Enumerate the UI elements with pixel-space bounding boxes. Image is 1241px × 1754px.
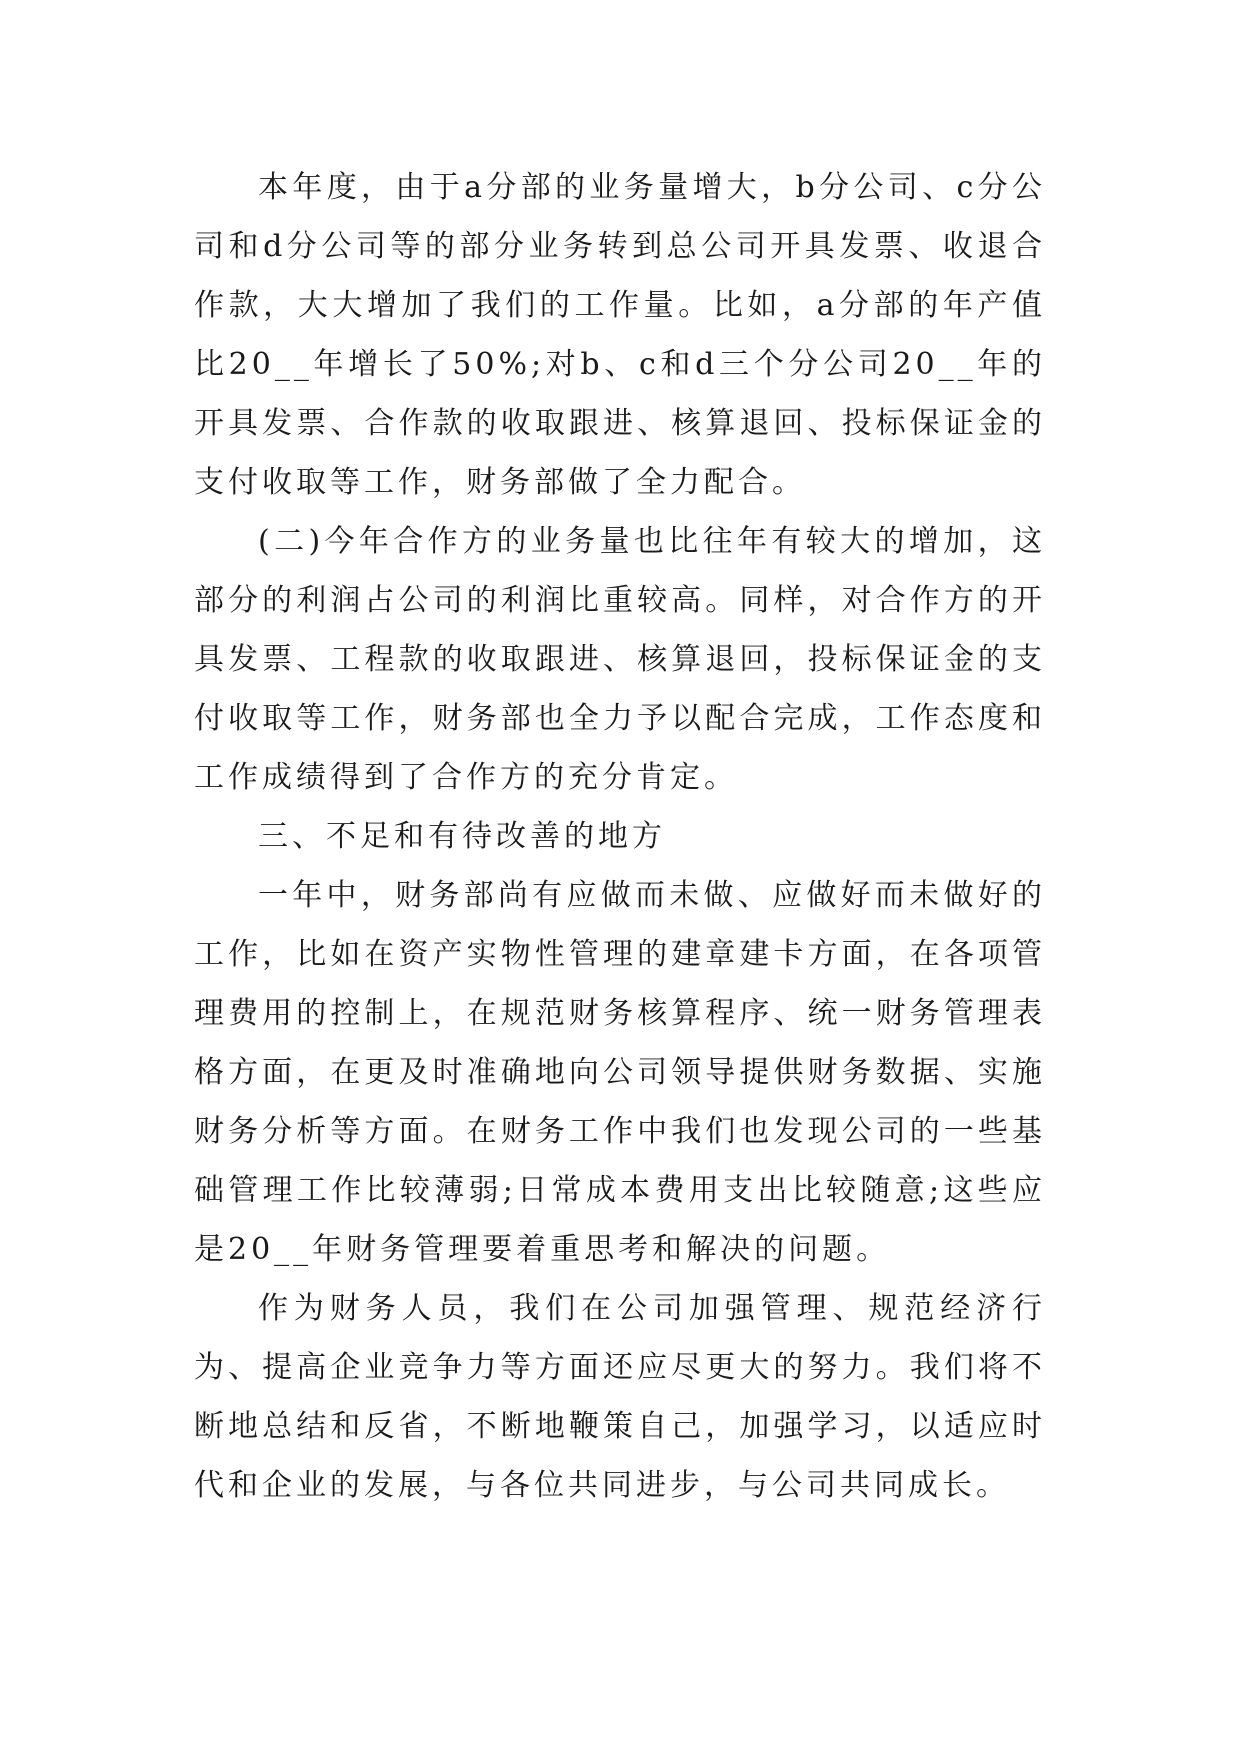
section-heading-shortcomings: 三、不足和有待改善的地方 xyxy=(258,819,666,854)
paragraph-shortcomings: 一年中，财务部尚有应做而未做、应做好而未做好的工作，比如在资产实物性管理的建章建卡方面，在各项管理费用的控制上，在规范财务核算程序、统一财务管理表格方面，在更及时准确地向公司领导提供财务数据、实施财务分析等方面。在财务工作中我们也发现公司的一些基础管理工作比较薄弱;日常成本费用支出比较随意;这些应是20__年财务管理要着重思考和解决的问题。 xyxy=(194,878,1046,1267)
document-body xyxy=(194,158,1046,1515)
paragraph-conclusion: 作为财务人员，我们在公司加强管理、规范经济行为、提高企业竞争力等方面还应尽更大的努力。我们将不断地总结和反省，不断地鞭策自己，加强学习，以适应时代和企业的发展，与各位共同进步，与公司共同成长。 xyxy=(194,1291,1046,1503)
paragraph-business-volume: 本年度，由于a分部的业务量增大，b分公司、c分公司和d分公司等的部分业务转到总公司开具发票、收退合作款，大大增加了我们的工作量。比如，a分部的年产值比20__年增长了50%;对b、c和d三个分公司20__年的开具发票、合作款的收取跟进、核算退回、投标保证金的支付收取等工作，财务部做了全力配合。 xyxy=(194,170,1046,500)
paragraph-partner-business: (二)今年合作方的业务量也比往年有较大的增加，这部分的利润占公司的利润比重较高。同样，对合作方的开具发票、工程款的收取跟进、核算退回，投标保证金的支付收取等工作，财务部也全力予以配合完成，工作态度和工作成绩得到了合作方的充分肯定。 xyxy=(194,524,1046,795)
